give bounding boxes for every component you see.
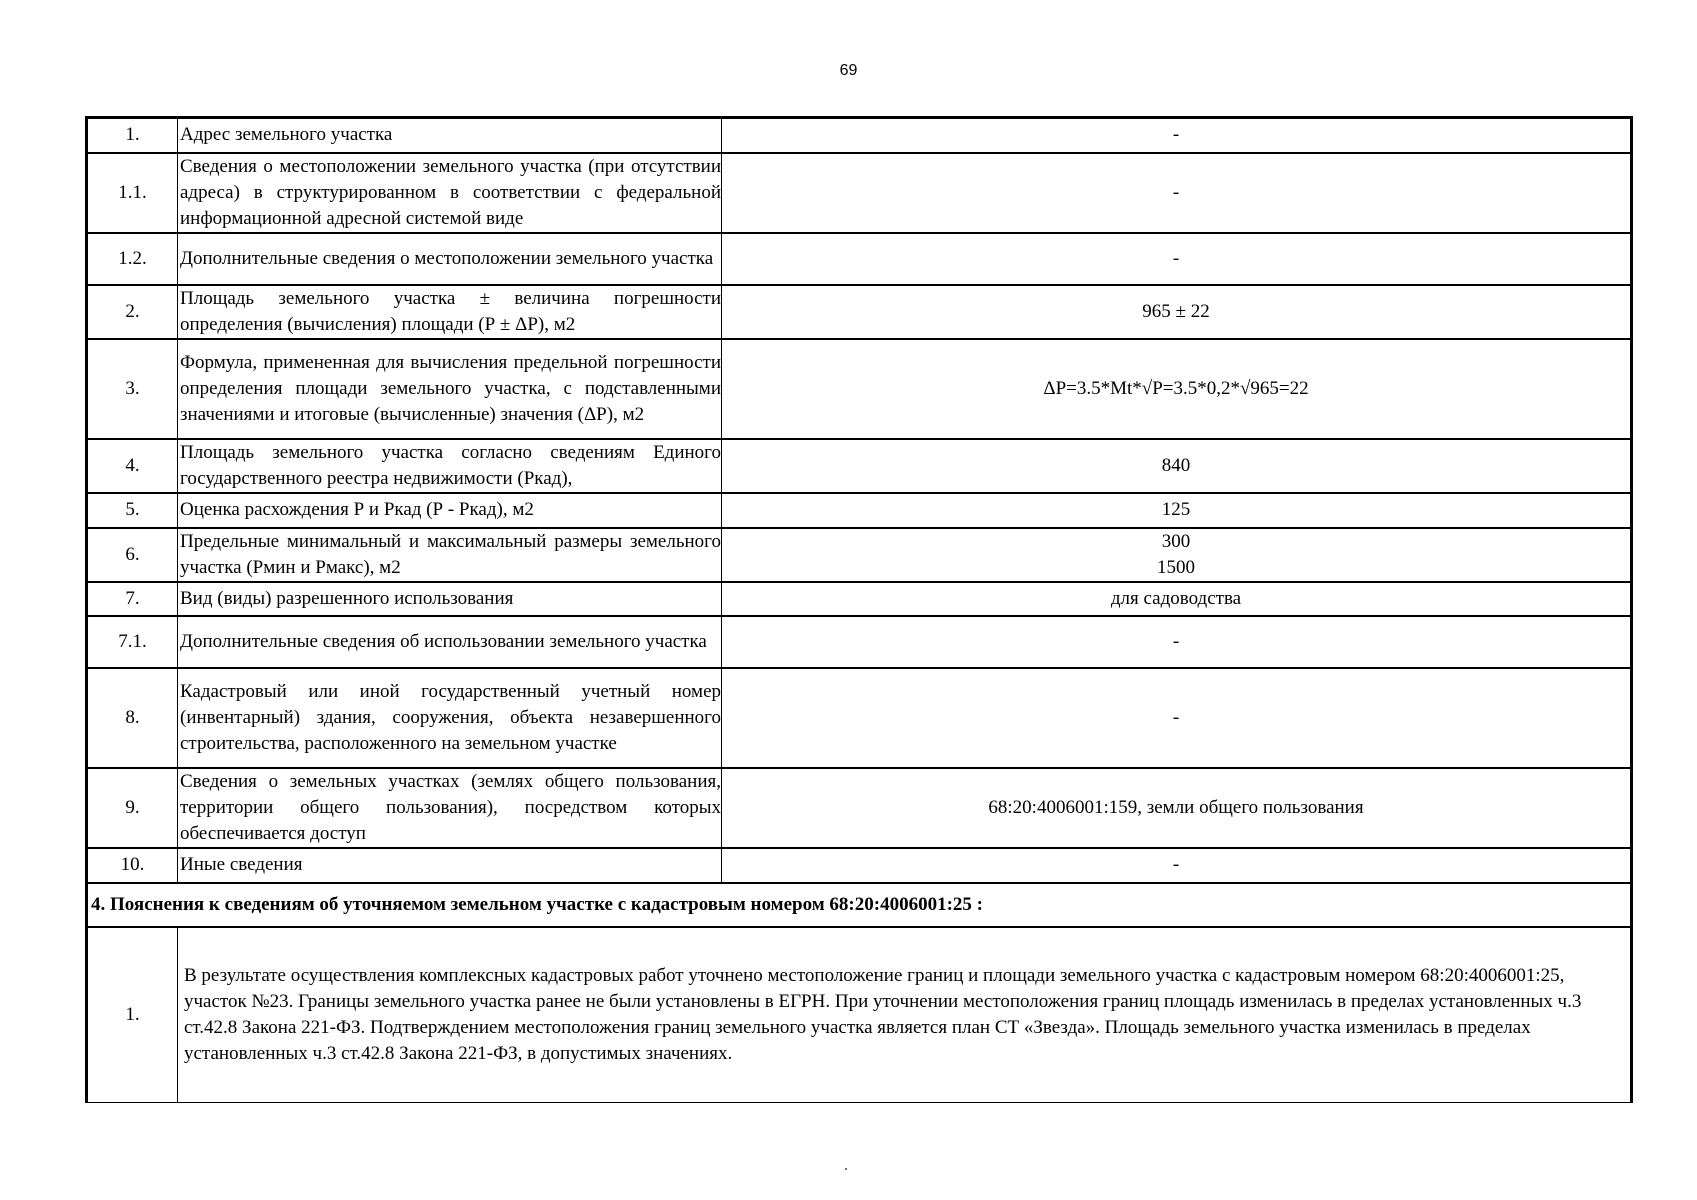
row-number: 1.2. [88, 233, 178, 285]
table-row [88, 768, 1631, 848]
row-value: 965 ± 22 [722, 285, 1631, 339]
row-number: 1.1. [88, 153, 178, 233]
row-number: 3. [88, 339, 178, 439]
max-size-value: 1500 [1157, 556, 1195, 578]
note-number: 1. [88, 927, 178, 1103]
row-label: Кадастровый или иной государственный учетный номер (инвентарный) здания, сооружения, объекта незавершенного строительства, расположенного на земельном участке [178, 668, 722, 768]
table-row [88, 848, 1631, 883]
row-number: 9. [88, 768, 178, 848]
min-size-value: 300 [1161, 530, 1191, 552]
section-4-title: 4. Пояснения к сведениям об уточняемом земельном участке с кадастровым номером 68:20:4006001:25 : [88, 883, 1631, 927]
table-row [88, 233, 1631, 285]
row-number: 10. [88, 848, 178, 883]
row-number: 1. [88, 119, 178, 153]
table-row [88, 119, 1631, 153]
row-label: Формула, примененная для вычисления предельной погрешности определения площади земельного участка, с подставленными значениями и итоговые (вычисленные) значения (ΔР), м2 [178, 339, 722, 439]
row-value: 840 [722, 439, 1631, 493]
row-label: Иные сведения [178, 848, 722, 883]
table-row [88, 616, 1631, 668]
row-number: 5. [88, 493, 178, 528]
row-value: - [722, 233, 1631, 285]
table-row [88, 493, 1631, 528]
table-row [88, 582, 1631, 616]
row-value: 68:20:4006001:159, земли общего пользования [722, 768, 1631, 848]
table-row [88, 285, 1631, 339]
row-number: 2. [88, 285, 178, 339]
row-label: Предельные минимальный и максимальный размеры земельного участка (Рмин и Рмакс), м2 [178, 528, 722, 582]
row-value: - [722, 848, 1631, 883]
table-row [88, 927, 1631, 1103]
row-number: 8. [88, 668, 178, 768]
row-number: 7.1. [88, 616, 178, 668]
row-label: Площадь земельного участка ± величина погрешности определения (вычисления) площади (Р ± ΔР), м2 [178, 285, 722, 339]
row-value: - [722, 153, 1631, 233]
row-value: - [722, 616, 1631, 668]
parcel-info-table [85, 116, 1633, 1103]
row-value: 125 [722, 493, 1631, 528]
page-number: 69 [839, 62, 858, 79]
table-row [88, 153, 1631, 233]
row-value: - [722, 668, 1631, 768]
table-row [88, 339, 1631, 439]
section-header-row [88, 883, 1631, 927]
table-row [88, 439, 1631, 493]
row-value: ΔР=3.5*Mt*√P=3.5*0,2*√965=22 [722, 339, 1631, 439]
row-label: Дополнительные сведения о местоположении земельного участка [178, 233, 722, 285]
row-value: для садоводства [722, 582, 1631, 616]
row-label: Сведения о земельных участках (землях общего пользования, территории общего пользования), посредством которых обеспечивается доступ [178, 768, 722, 848]
note-text: В результате осуществления комплексных кадастровых работ уточнено местоположение границ и площади земельного участка с кадастровым номером 68:20:4006001:25, участок №23. Границы земельного участка ранее не были установлены в ЕГРН. При уточнении местоположения границ площадь изменилась в пределах установленных ч.3 ст.42.8 Закона 221-ФЗ. Подтверждением местоположения границ земельного участка является план СТ «Звезда». Площадь земельного участка изменилась в пределах установленных ч.3 ст.42.8 Закона 221-ФЗ, в допустимых значениях. [178, 927, 1631, 1103]
row-label: Дополнительные сведения об использовании земельного участка [178, 616, 722, 668]
row-value: - [722, 119, 1631, 153]
row-label: Площадь земельного участка согласно сведениям Единого государственного реестра недвижимости (Ркад), [178, 439, 722, 493]
row-number: 4. [88, 439, 178, 493]
row-label: Адрес земельного участка [178, 119, 722, 153]
row-label: Сведения о местоположении земельного участка (при отсутствии адреса) в структурированном в соответствии с федеральной информационной адресной системой виде [178, 153, 722, 233]
row-number: 7. [88, 582, 178, 616]
row-value [722, 528, 1631, 582]
row-label: Вид (виды) разрешенного использования [178, 582, 722, 616]
table-row [88, 528, 1631, 582]
row-label: Оценка расхождения Р и Ркад (Р - Ркад), м2 [178, 493, 722, 528]
page-dot-mark [845, 1168, 847, 1170]
table-row [88, 668, 1631, 768]
row-number: 6. [88, 528, 178, 582]
